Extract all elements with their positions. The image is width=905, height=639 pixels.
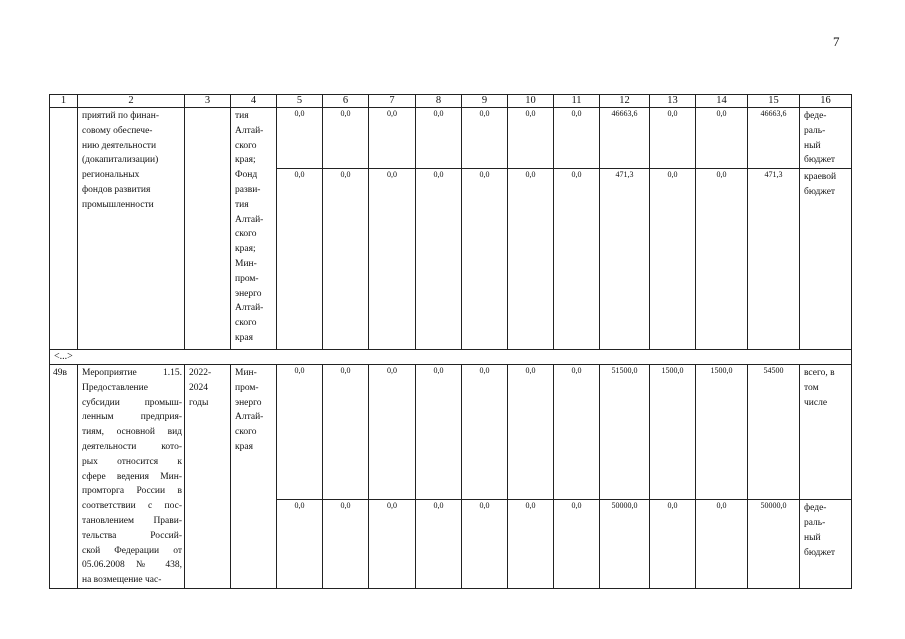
header-cell: 11 — [554, 95, 600, 108]
value-cell: 50000,0 — [748, 500, 800, 589]
value-cell: 0,0 — [416, 500, 462, 589]
index-cell — [50, 108, 78, 350]
value-cell: 0,0 — [462, 365, 508, 500]
budget-table — [49, 94, 852, 589]
value-cell: 0,0 — [508, 365, 554, 500]
value-cell: 0,0 — [323, 365, 369, 500]
header-cell: 6 — [323, 95, 369, 108]
value-cell: 0,0 — [277, 108, 323, 169]
value-cell: 0,0 — [508, 169, 554, 350]
value-cell: 50000,0 — [600, 500, 650, 589]
value-cell: 0,0 — [554, 365, 600, 500]
value-cell: 0,0 — [696, 500, 748, 589]
page-number: 7 — [833, 34, 840, 49]
header-cell: 3 — [185, 95, 231, 108]
value-cell: 471,3 — [748, 169, 800, 350]
value-cell: 0,0 — [650, 108, 696, 169]
value-cell: 0,0 — [277, 500, 323, 589]
value-cell: 0,0 — [369, 365, 416, 500]
value-cell: 0,0 — [416, 169, 462, 350]
table-row — [50, 108, 852, 169]
value-cell: 0,0 — [462, 108, 508, 169]
value-cell: 0,0 — [369, 169, 416, 350]
value-cell: 0,0 — [323, 500, 369, 589]
value-cell: 471,3 — [600, 169, 650, 350]
value-cell: 0,0 — [462, 500, 508, 589]
value-cell: 0,0 — [369, 500, 416, 589]
executor-cell: Мин- пром- энерго Алтай- ского края — [231, 365, 277, 589]
index-cell: 49в — [50, 365, 78, 589]
value-cell: 0,0 — [369, 108, 416, 169]
years-cell — [185, 108, 231, 350]
value-cell: 0,0 — [650, 169, 696, 350]
header-cell: 14 — [696, 95, 748, 108]
value-cell: 0,0 — [696, 108, 748, 169]
funding-source-cell: краевой бюджет — [800, 169, 852, 350]
funding-source-cell: феде- раль- ный бюджет — [800, 108, 852, 169]
table-row — [50, 365, 852, 500]
header-cell: 5 — [277, 95, 323, 108]
header-cell: 2 — [78, 95, 185, 108]
ellipsis-marker: <...> — [50, 350, 852, 365]
value-cell: 51500,0 — [600, 365, 650, 500]
value-cell: 0,0 — [554, 169, 600, 350]
value-cell: 46663,6 — [600, 108, 650, 169]
value-cell: 1500,0 — [650, 365, 696, 500]
value-cell: 0,0 — [508, 108, 554, 169]
value-cell: 0,0 — [277, 365, 323, 500]
value-cell: 0,0 — [416, 365, 462, 500]
value-cell: 1500,0 — [696, 365, 748, 500]
value-cell: 0,0 — [650, 500, 696, 589]
header-cell: 13 — [650, 95, 696, 108]
header-cell: 9 — [462, 95, 508, 108]
header-cell: 12 — [600, 95, 650, 108]
value-cell: 0,0 — [277, 169, 323, 350]
header-cell: 1 — [50, 95, 78, 108]
header-cell: 7 — [369, 95, 416, 108]
value-cell: 0,0 — [554, 500, 600, 589]
funding-source-cell: феде- раль- ный бюджет — [800, 500, 852, 589]
value-cell: 0,0 — [508, 500, 554, 589]
value-cell: 0,0 — [554, 108, 600, 169]
value-cell: 54500 — [748, 365, 800, 500]
value-cell: 0,0 — [696, 169, 748, 350]
header-cell: 16 — [800, 95, 852, 108]
value-cell: 0,0 — [323, 169, 369, 350]
header-cell: 4 — [231, 95, 277, 108]
measure-name-cell: приятий по финан- совому обеспече- нию деятельности (докапитализации) региональных фондов развития промышленности — [78, 108, 185, 350]
value-cell: 0,0 — [462, 169, 508, 350]
years-cell: 2022- 2024 годы — [185, 365, 231, 589]
value-cell: 0,0 — [323, 108, 369, 169]
value-cell: 46663,6 — [748, 108, 800, 169]
header-cell: 8 — [416, 95, 462, 108]
executor-cell: тия Алтай- ского края; Фонд разви- тия Алтай- ского края; Мин- пром- энерго Алтай- ского края — [231, 108, 277, 350]
header-cell: 15 — [748, 95, 800, 108]
value-cell: 0,0 — [416, 108, 462, 169]
measure-name-cell: Мероприятие 1.15. Предоставление субсидии промыш- ленным предприя- тиям, основной вид деятельности кото- рых относится к сфере ведения Мин- промторга России в соответствии с пос- тановлением Прави- тельства Россий- ской Федерации от 05.06.2008 № 438, на возмещение час- — [78, 365, 185, 589]
ellipsis-row — [50, 350, 852, 365]
funding-source-cell: всего, в том числе — [800, 365, 852, 500]
header-cell: 10 — [508, 95, 554, 108]
header-row — [50, 95, 852, 108]
